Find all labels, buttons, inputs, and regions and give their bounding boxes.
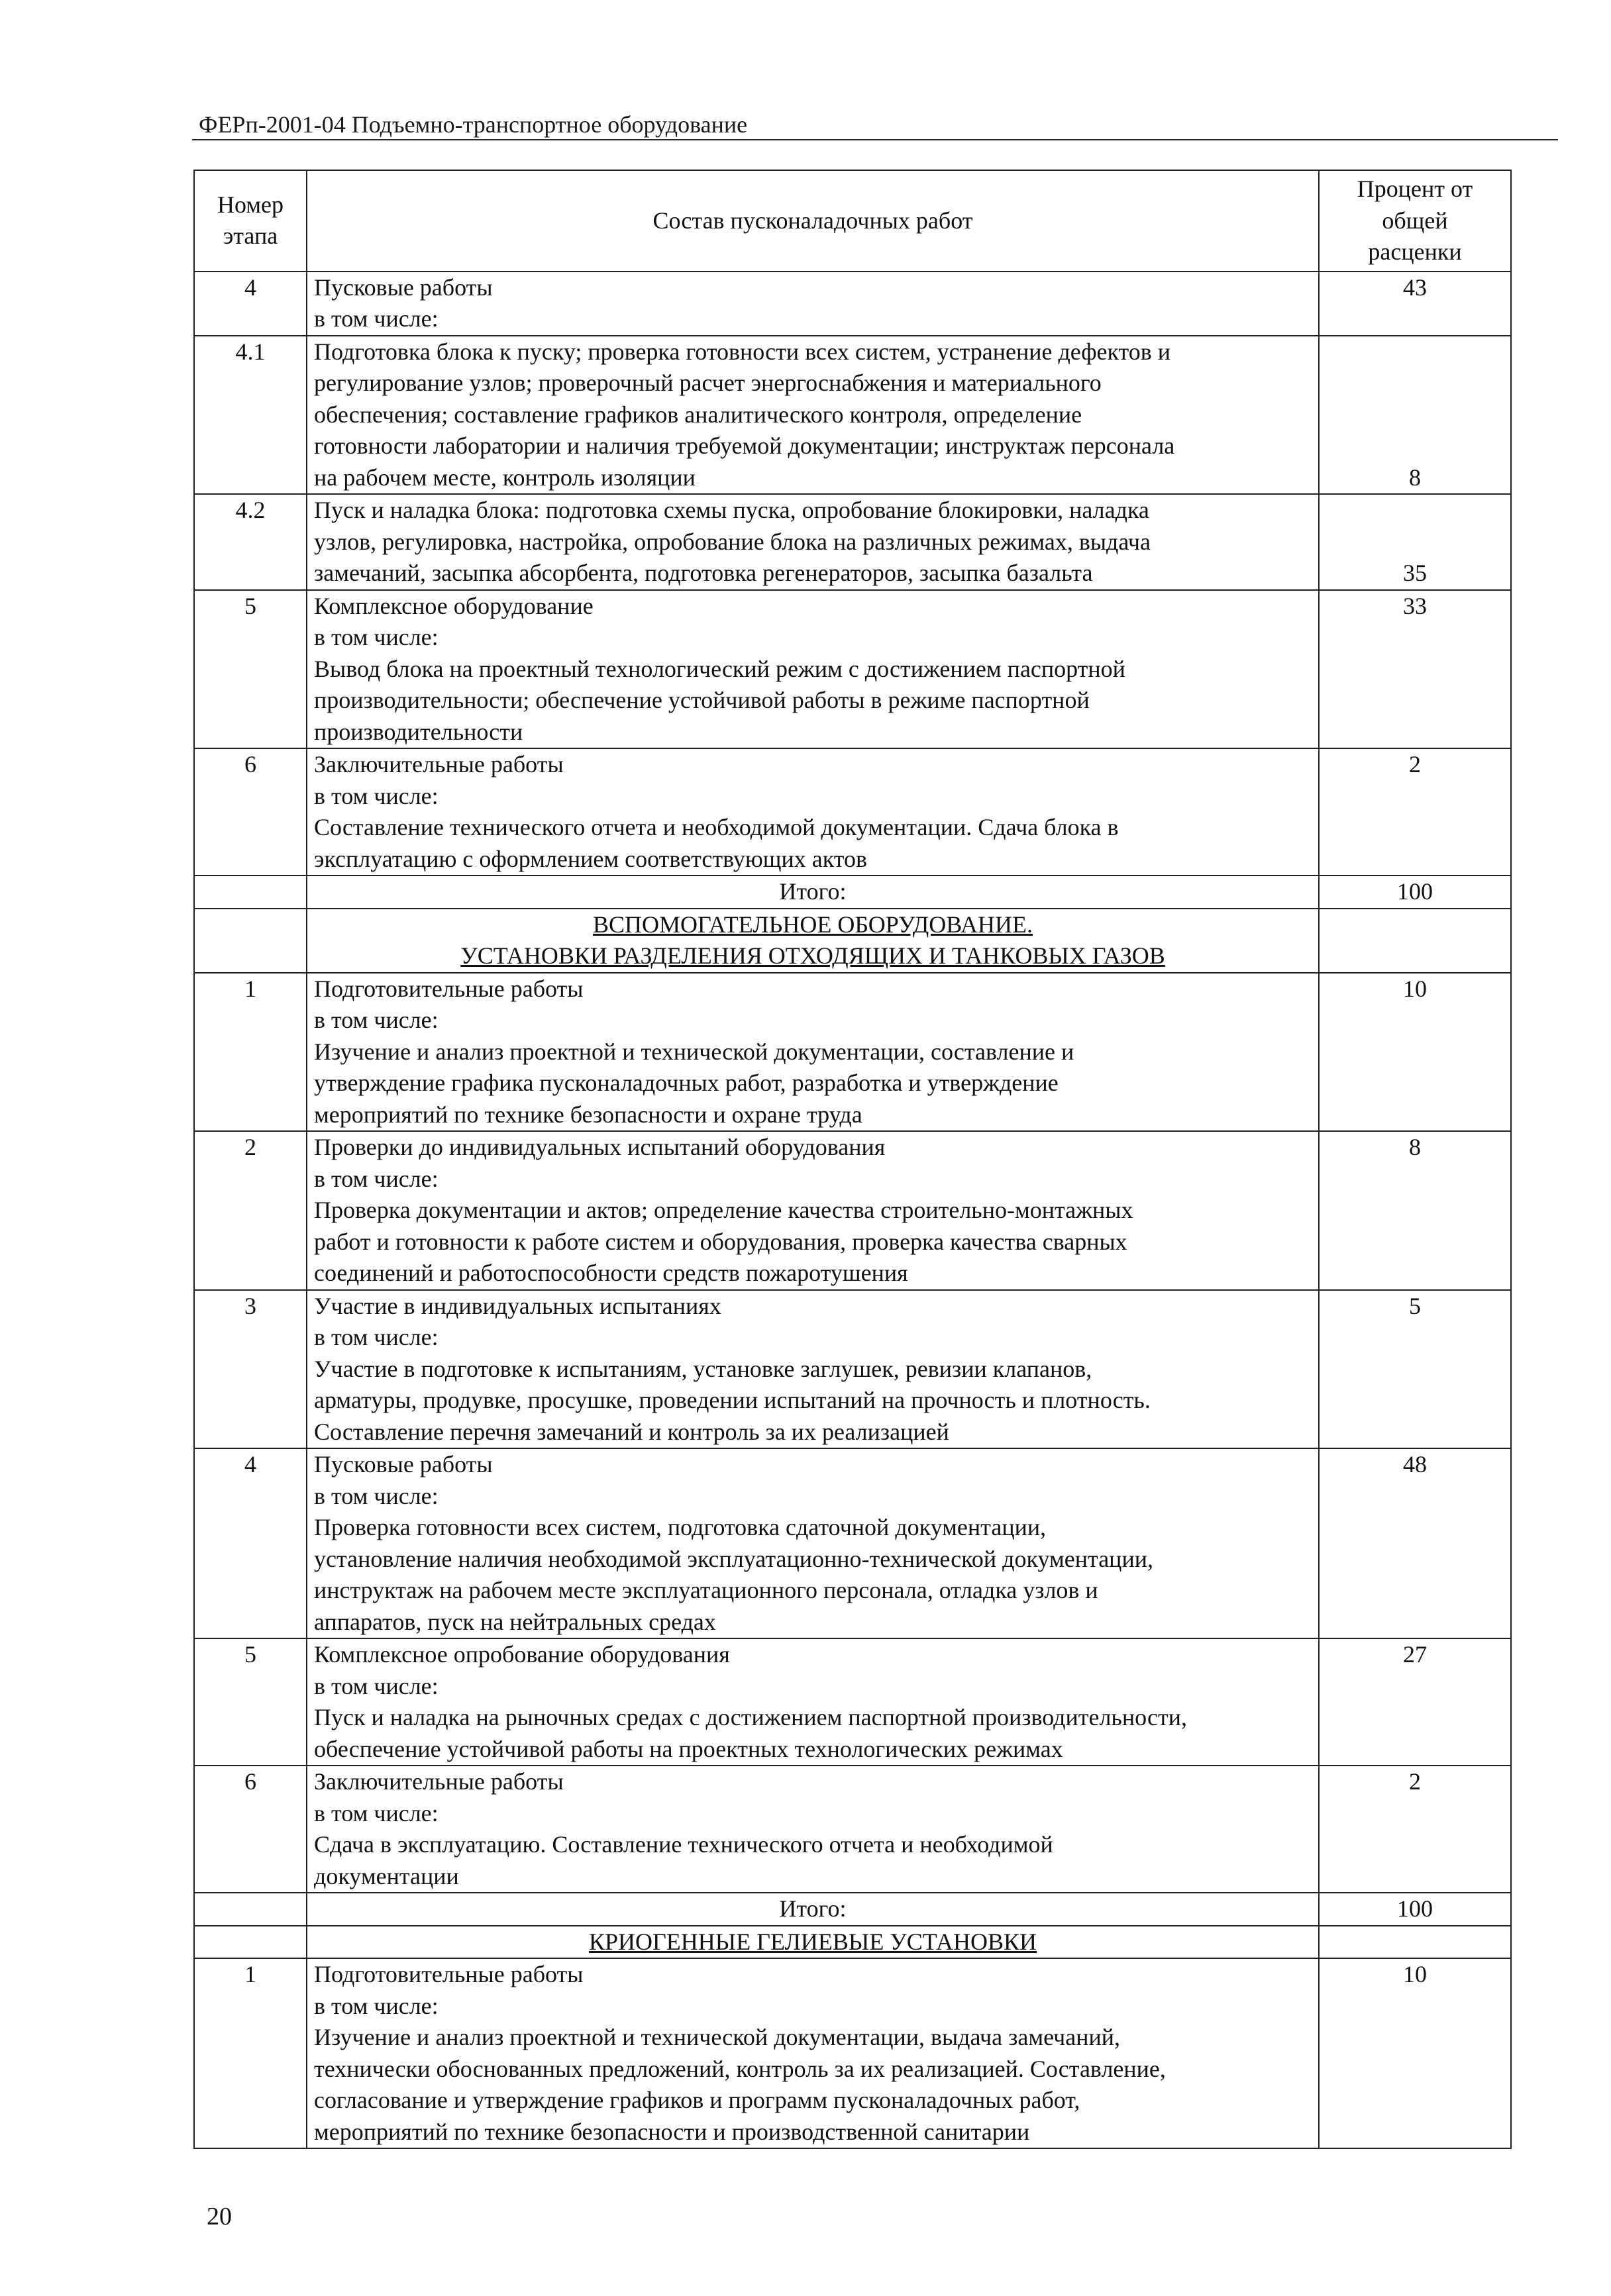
total-label: Итого:	[307, 875, 1319, 909]
description-line: соединений и работоспособности средств пожаротушения	[314, 1260, 908, 1286]
description-line: в том числе:	[314, 1007, 439, 1033]
table-row	[194, 1131, 1511, 1290]
table-row	[194, 272, 1511, 336]
stage-number: 1	[194, 973, 307, 1132]
stage-percent: 8	[1319, 336, 1511, 495]
total-percent: 100	[1319, 1893, 1511, 1926]
running-header: ФЕРп-2001-04 Подъемно-транспортное оборудование	[199, 111, 748, 138]
stage-number: 4.1	[194, 336, 307, 495]
description-line: в том числе:	[314, 624, 439, 650]
description-line: обеспечения; составление графиков аналитического контроля, определение	[314, 401, 1082, 428]
description-line: установление наличия необходимой эксплуатационно-технической документации,	[314, 1545, 1153, 1572]
header-work-composition: Состав пусконаладочных работ	[307, 170, 1319, 272]
description-line: производительности; обеспечение устойчивой работы в режиме паспортной	[314, 687, 1090, 713]
section-empty-cell	[194, 909, 307, 973]
description-line: в том числе:	[314, 305, 439, 332]
description-line: согласование и утверждение графиков и программ пусконаладочных работ,	[314, 2087, 1080, 2113]
description-line: готовности лаборатории и наличия требуемой документации; инструктаж персонала	[314, 432, 1175, 459]
description-line: Заключительные работы	[314, 751, 564, 777]
total-row	[194, 875, 1511, 909]
table-row	[194, 1958, 1511, 2148]
stage-description	[307, 590, 1319, 749]
description-line: в том числе:	[314, 782, 439, 809]
table-header-row	[194, 170, 1511, 272]
total-empty-cell	[194, 1893, 307, 1926]
description-line: работ и готовности к работе систем и оборудования, проверка качества сварных	[314, 1228, 1127, 1255]
description-line: документации	[314, 1862, 459, 1889]
description-line: Подготовительные работы	[314, 975, 584, 1002]
description-line: Подготовительные работы	[314, 1961, 584, 1987]
description-line: Проверка готовности всех систем, подготовка сдаточной документации,	[314, 1514, 1047, 1540]
description-line: Изучение и анализ проектной и технической документации, составление и	[314, 1038, 1074, 1065]
stage-percent: 33	[1319, 590, 1511, 749]
description-line: замечаний, засыпка абсорбента, подготовка регенераторов, засыпка базальта	[314, 560, 1093, 586]
work-stages-table	[193, 170, 1512, 2149]
stage-number: 5	[194, 590, 307, 749]
description-line: Подготовка блока к пуску; проверка готовности всех систем, устранение дефектов и	[314, 338, 1171, 365]
table-row	[194, 1448, 1511, 1638]
total-row	[194, 1893, 1511, 1926]
description-line: Участие в подготовке к испытаниям, установке заглушек, ревизии клапанов,	[314, 1355, 1092, 1382]
description-line: Комплексное оборудование	[314, 592, 594, 619]
section-title-line: УСТАНОВКИ РАЗДЕЛЕНИЯ ОТХОДЯЩИХ И ТАНКОВЫХ ГАЗОВ	[460, 942, 1165, 969]
description-line: в том числе:	[314, 1992, 439, 2019]
description-line: арматуры, продувке, просушке, проведении испытаний на прочность и плотность.	[314, 1387, 1151, 1413]
section-title	[307, 909, 1319, 973]
description-line: на рабочем месте, контроль изоляции	[314, 464, 696, 491]
description-line: технически обоснованных предложений, контроль за их реализацией. Составление,	[314, 2055, 1166, 2082]
table-row	[194, 973, 1511, 1132]
section-title	[307, 1926, 1319, 1959]
header-stage-number: Номер этапа	[194, 170, 307, 272]
stage-percent: 43	[1319, 272, 1511, 336]
page-number: 20	[207, 2203, 232, 2230]
stage-number: 6	[194, 1766, 307, 1893]
stage-number: 1	[194, 1958, 307, 2148]
section-title-line: ВСПОМОГАТЕЛЬНОЕ ОБОРУДОВАНИЕ.	[592, 911, 1033, 938]
stage-percent: 10	[1319, 1958, 1511, 2148]
header-percent: Процент от общей расценки	[1319, 170, 1511, 272]
description-line: утверждение графика пусконаладочных работ, разработка и утверждение	[314, 1070, 1059, 1096]
description-line: эксплуатацию с оформлением соответствующих актов	[314, 845, 867, 872]
stage-number: 4	[194, 1448, 307, 1638]
description-line: Проверки до индивидуальных испытаний оборудования	[314, 1134, 886, 1160]
description-line: в том числе:	[314, 1482, 439, 1509]
description-line: в том числе:	[314, 1672, 439, 1699]
stage-description	[307, 494, 1319, 590]
table-row	[194, 748, 1511, 875]
section-heading-row	[194, 909, 1511, 973]
description-line: в том числе:	[314, 1799, 439, 1826]
stage-percent: 8	[1319, 1131, 1511, 1290]
section-title-line: КРИОГЕННЫЕ ГЕЛИЕВЫЕ УСТАНОВКИ	[588, 1928, 1037, 1955]
stage-description	[307, 1766, 1319, 1893]
description-line: Составление технического отчета и необходимой документации. Сдача блока в	[314, 814, 1119, 840]
table-row	[194, 590, 1511, 749]
stage-description	[307, 1290, 1319, 1449]
table-row	[194, 336, 1511, 495]
section-empty-percent	[1319, 1926, 1511, 1959]
table-body	[194, 272, 1511, 2149]
description-line: инструктаж на рабочем месте эксплуатационного персонала, отладка узлов и	[314, 1577, 1098, 1603]
description-line: Пуск и наладка на рыночных средах с достижением паспортной производительности,	[314, 1704, 1187, 1730]
stage-description	[307, 1638, 1319, 1766]
description-line: Изучение и анализ проектной и технической документации, выдача замечаний,	[314, 2024, 1121, 2050]
stage-number: 4.2	[194, 494, 307, 590]
stage-description	[307, 336, 1319, 495]
description-line: узлов, регулировка, настройка, опробование блока на различных режимах, выдача	[314, 528, 1151, 555]
total-percent: 100	[1319, 875, 1511, 909]
description-line: Комплексное опробование оборудования	[314, 1641, 730, 1668]
description-line: Заключительные работы	[314, 1768, 564, 1795]
description-line: мероприятий по технике безопасности и охране труда	[314, 1101, 862, 1128]
description-line: в том числе:	[314, 1165, 439, 1192]
description-line: в том числе:	[314, 1324, 439, 1350]
description-line: мероприятий по технике безопасности и производственной санитарии	[314, 2118, 1030, 2145]
description-line: регулирование узлов; проверочный расчет энергоснабжения и материального	[314, 370, 1102, 396]
stage-percent: 5	[1319, 1290, 1511, 1449]
total-label: Итого:	[307, 1893, 1319, 1926]
description-line: Составление перечня замечаний и контроль за их реализацией	[314, 1418, 949, 1445]
stage-description	[307, 748, 1319, 875]
stage-description	[307, 1958, 1319, 2148]
stage-percent: 48	[1319, 1448, 1511, 1638]
section-empty-percent	[1319, 909, 1511, 973]
table-row	[194, 1766, 1511, 1893]
description-line: Пусковые работы	[314, 274, 493, 301]
total-empty-cell	[194, 875, 307, 909]
stage-description	[307, 1448, 1319, 1638]
stage-number: 4	[194, 272, 307, 336]
description-line: обеспечение устойчивой работы на проектных технологических режимах	[314, 1735, 1063, 1762]
description-line: Вывод блока на проектный технологический режим с достижением паспортной	[314, 655, 1125, 682]
stage-description	[307, 1131, 1319, 1290]
table-row	[194, 1290, 1511, 1449]
stage-percent: 35	[1319, 494, 1511, 590]
table-row	[194, 494, 1511, 590]
stage-percent: 2	[1319, 1766, 1511, 1893]
stage-percent: 27	[1319, 1638, 1511, 1766]
stage-number: 2	[194, 1131, 307, 1290]
stage-description	[307, 272, 1319, 336]
table-row	[194, 1638, 1511, 1766]
header-rule	[192, 139, 1558, 140]
description-line: Пуск и наладка блока: подготовка схемы пуска, опробование блокировки, наладка	[314, 497, 1149, 523]
stage-number: 3	[194, 1290, 307, 1449]
description-line: Сдача в эксплуатацию. Составление технического отчета и необходимой	[314, 1831, 1053, 1858]
stage-percent: 2	[1319, 748, 1511, 875]
description-line: аппаратов, пуск на нейтральных средах	[314, 1608, 716, 1635]
stage-number: 5	[194, 1638, 307, 1766]
description-line: Пусковые работы	[314, 1451, 493, 1477]
description-line: производительности	[314, 718, 523, 745]
section-empty-cell	[194, 1926, 307, 1959]
section-heading-row	[194, 1926, 1511, 1959]
stage-percent: 10	[1319, 973, 1511, 1132]
stage-description	[307, 973, 1319, 1132]
description-line: Проверка документации и актов; определение качества строительно-монтажных	[314, 1197, 1133, 1223]
description-line: Участие в индивидуальных испытаниях	[314, 1292, 721, 1319]
stage-number: 6	[194, 748, 307, 875]
